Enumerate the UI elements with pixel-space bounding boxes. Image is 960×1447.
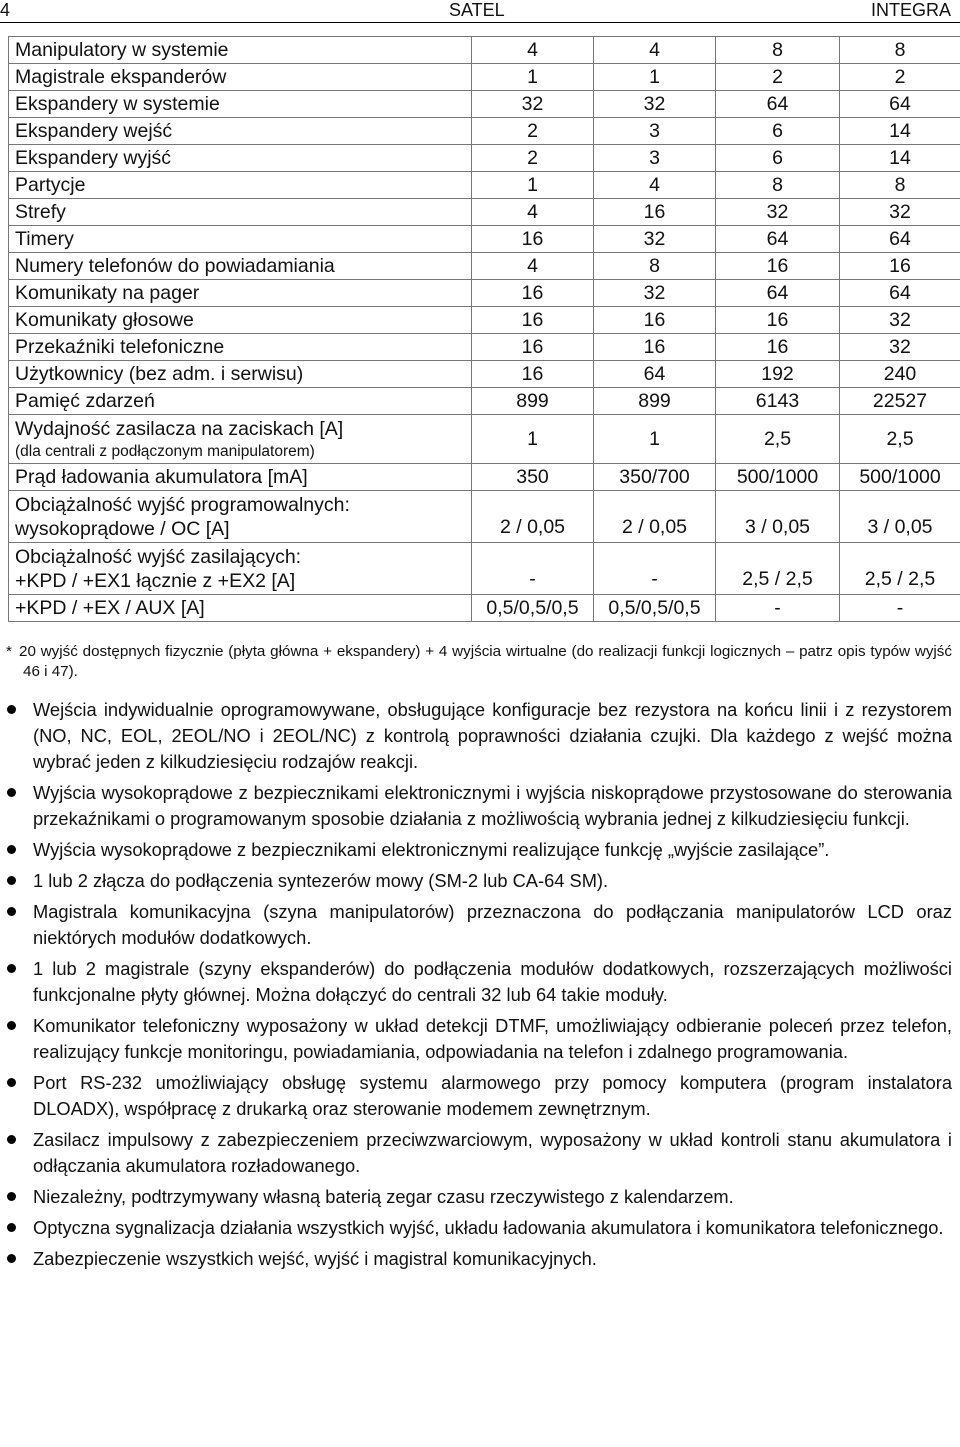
- row-label-text: Partycje: [15, 174, 86, 196]
- table-row: [9, 595, 960, 622]
- table-row: [9, 172, 960, 199]
- cell-value: 16: [472, 226, 594, 253]
- cell-value: 32: [840, 334, 960, 361]
- cell-value: 1: [472, 415, 594, 464]
- cell-value: 32: [594, 226, 716, 253]
- list-item-text: Port RS-232 umożliwiający obsługę systemu alarmowego przy pomocy komputera (program instalatora DLOADX), współpracę z drukarką oraz sterowanie modemem zewnętrznym.: [33, 1072, 952, 1119]
- table-row: [9, 64, 960, 91]
- cell-value: 16: [840, 253, 960, 280]
- row-label-text: Komunikaty głosowe: [15, 309, 194, 331]
- cell-value: 2,5 / 2,5: [840, 543, 960, 595]
- row-label-text: Strefy: [15, 201, 66, 223]
- cell-value: 16: [594, 199, 716, 226]
- list-item-text: Niezależny, podtrzymywany własną baterią zegar czasu rzeczywistego z kalendarzem.: [33, 1186, 734, 1207]
- list-item-text: 1 lub 2 magistrale (szyny ekspanderów) do podłączenia modułów dodatkowych, rozszerzających możliwości funkcjonalne płyty głównej. Można dołączyć do centrali 32 lub 64 takie moduły.: [33, 958, 952, 1005]
- cell-value: 6: [716, 145, 840, 172]
- list-item: [0, 1246, 952, 1272]
- cell-value: 6: [716, 118, 840, 145]
- bullet-dot-icon: [7, 1078, 16, 1087]
- row-label: [9, 64, 472, 91]
- cell-value: 1: [472, 172, 594, 199]
- cell-value: 3 / 0,05: [716, 491, 840, 543]
- table-row: [9, 491, 960, 543]
- cell-value: 2 / 0,05: [472, 491, 594, 543]
- cell-value: 64: [716, 280, 840, 307]
- row-label-text: Magistrale ekspanderów: [15, 66, 227, 88]
- row-label: [9, 388, 472, 415]
- table-row: [9, 226, 960, 253]
- row-label-text: Prąd ładowania akumulatora [mA]: [15, 466, 308, 488]
- row-label-text: Obciążalność wyjść programowalnych:: [15, 493, 350, 516]
- table-row: [9, 415, 960, 464]
- list-item-text: Optyczna sygnalizacja działania wszystkich wyjść, układu ładowania akumulatora i komunikatora telefonicznego.: [33, 1217, 944, 1238]
- row-label-text: Manipulatory w systemie: [15, 39, 229, 61]
- cell-value: 64: [594, 361, 716, 388]
- bullet-dot-icon: [7, 1192, 16, 1201]
- feature-list: [0, 697, 952, 1277]
- cell-value: 64: [716, 226, 840, 253]
- row-label-text: Ekspandery wejść: [15, 120, 173, 142]
- cell-value: 4: [594, 172, 716, 199]
- row-label: [9, 307, 472, 334]
- row-label: [9, 334, 472, 361]
- row-label: [9, 595, 472, 622]
- bullet-dot-icon: [7, 845, 16, 854]
- cell-value: 32: [840, 199, 960, 226]
- cell-value: -: [840, 595, 960, 622]
- list-item: [0, 780, 952, 832]
- list-item: [0, 697, 952, 775]
- row-label: [9, 199, 472, 226]
- row-label: [9, 253, 472, 280]
- list-item-text: Zabezpieczenie wszystkich wejść, wyjść i magistral komunikacyjnych.: [33, 1248, 597, 1269]
- cell-value: 350: [472, 464, 594, 491]
- cell-value: 16: [472, 307, 594, 334]
- row-label: [9, 280, 472, 307]
- table-row: [9, 280, 960, 307]
- cell-value: 32: [840, 307, 960, 334]
- row-sublabel: (dla centrali z podłączonym manipulatorem): [15, 443, 315, 460]
- row-label-text: Komunikaty na pager: [15, 282, 200, 304]
- row-label-text: Ekspandery w systemie: [15, 93, 220, 115]
- list-item: [0, 1013, 952, 1065]
- list-item-text: Zasilacz impulsowy z zabezpieczeniem przeciwzwarciowym, wyposażony w układ kontroli stanu akumulatora i odłączania akumulatora rozładowanego.: [33, 1129, 952, 1176]
- row-label: [9, 145, 472, 172]
- cell-value: 8: [840, 37, 960, 64]
- row-label-text: Obciążalność wyjść zasilających:: [15, 545, 302, 568]
- header-brand: SATEL: [449, 0, 505, 20]
- list-item-text: 1 lub 2 złącza do podłączenia syntezerów mowy (SM-2 lub CA-64 SM).: [33, 870, 609, 891]
- cell-value: 2: [840, 64, 960, 91]
- table-row: [9, 361, 960, 388]
- cell-value: 1: [472, 64, 594, 91]
- cell-value: 8: [716, 172, 840, 199]
- row-label: [9, 118, 472, 145]
- cell-value: 16: [594, 334, 716, 361]
- row-label-text: Ekspandery wyjść: [15, 147, 172, 169]
- cell-value: 500/1000: [840, 464, 960, 491]
- footnote-marker: *: [6, 643, 12, 660]
- row-label: [9, 491, 472, 543]
- cell-value: 3 / 0,05: [840, 491, 960, 543]
- list-item: [0, 1127, 952, 1179]
- bullet-dot-icon: [7, 1254, 16, 1263]
- list-item: [0, 837, 952, 863]
- row-label-text: Przekaźniki telefoniczne: [15, 336, 225, 358]
- cell-value: 32: [594, 280, 716, 307]
- cell-value: 2,5: [716, 415, 840, 464]
- bullet-dot-icon: [7, 1021, 16, 1030]
- cell-value: 16: [472, 361, 594, 388]
- bullet-dot-icon: [7, 1223, 16, 1232]
- list-item: [0, 1215, 952, 1241]
- cell-value: 4: [472, 199, 594, 226]
- cell-value: 16: [594, 307, 716, 334]
- cell-value: 2: [472, 118, 594, 145]
- cell-value: 16: [716, 253, 840, 280]
- table-row: [9, 388, 960, 415]
- cell-value: 899: [594, 388, 716, 415]
- cell-value: 16: [716, 307, 840, 334]
- cell-value: 64: [840, 226, 960, 253]
- cell-value: 240: [840, 361, 960, 388]
- row-label-line2: wysokoprądowe / OC [A]: [15, 517, 230, 540]
- bullet-dot-icon: [7, 705, 16, 714]
- cell-value: 2: [472, 145, 594, 172]
- table-row: [9, 307, 960, 334]
- table-row: [9, 543, 960, 595]
- cell-value: 4: [594, 37, 716, 64]
- cell-value: 192: [716, 361, 840, 388]
- page-header: [0, 0, 960, 23]
- list-item: [0, 956, 952, 1008]
- list-item-text: Wejścia indywidualnie oprogramowywane, obsługujące konfiguracje bez rezystora na końcu linii i z rezystorem (NO, NC, EOL, 2EOL/NO i 2EOL/NC) z kontrolą poprawności działania czujki. Dla każdego z wejść można wybrać jeden z kilkudziesięciu rodzajów reakcji.: [33, 699, 952, 772]
- row-label: [9, 226, 472, 253]
- row-label-text: Użytkownicy (bez adm. i serwisu): [15, 363, 304, 385]
- cell-value: 64: [840, 280, 960, 307]
- cell-value: 2 / 0,05: [594, 491, 716, 543]
- cell-value: 4: [472, 37, 594, 64]
- bullet-dot-icon: [7, 964, 16, 973]
- footnote-text: 20 wyjść dostępnych fizycznie (płyta główna + ekspandery) + 4 wyjścia wirtualne (do realizacji funkcji logicznych – patrz opis typów wyjść 46 i 47).: [19, 643, 952, 680]
- cell-value: 2,5 / 2,5: [716, 543, 840, 595]
- page-number: 4: [0, 0, 11, 20]
- cell-value: -: [716, 595, 840, 622]
- table-row: [9, 91, 960, 118]
- bullet-dot-icon: [7, 1135, 16, 1144]
- cell-value: 16: [472, 280, 594, 307]
- cell-value: -: [594, 543, 716, 595]
- cell-value: 2,5: [840, 415, 960, 464]
- bullet-dot-icon: [7, 876, 16, 885]
- cell-value: 1: [594, 415, 716, 464]
- row-label: [9, 37, 472, 64]
- table-row: [9, 253, 960, 280]
- row-label-text: Pamięć zdarzeń: [15, 390, 155, 412]
- list-item-text: Komunikator telefoniczny wyposażony w układ detekcji DTMF, umożliwiający odbieranie poleceń przez telefon, realizujący funkcje monitoringu, powiadamiania, odpowiadania na telefon i zdalnego programowania.: [33, 1015, 952, 1062]
- row-label-text: Wydajność zasilacza na zaciskach [A]: [15, 418, 344, 440]
- cell-value: 1: [594, 64, 716, 91]
- list-item-text: Wyjścia wysokoprądowe z bezpiecznikami elektronicznymi realizujące funkcję „wyjście zasilające”.: [33, 839, 830, 860]
- cell-value: 8: [716, 37, 840, 64]
- spec-table: [8, 36, 960, 622]
- cell-value: 32: [594, 91, 716, 118]
- cell-value: 2: [716, 64, 840, 91]
- cell-value: 0,5/0,5/0,5: [472, 595, 594, 622]
- cell-value: 8: [594, 253, 716, 280]
- list-item-text: Magistrala komunikacyjna (szyna manipulatorów) przeznaczona do podłączania manipulatorów LCD oraz niektórych modułów dodatkowych.: [33, 901, 952, 948]
- cell-value: 3: [594, 118, 716, 145]
- row-label-line2: +KPD / +EX1 łącznie z +EX2 [A]: [15, 569, 296, 592]
- cell-value: 500/1000: [716, 464, 840, 491]
- list-item: [0, 1184, 952, 1210]
- cell-value: 899: [472, 388, 594, 415]
- row-label: [9, 464, 472, 491]
- cell-value: 3: [594, 145, 716, 172]
- list-item-text: Wyjścia wysokoprądowe z bezpiecznikami elektronicznymi i wyjścia niskoprądowe przystosowane do sterowania przekaźnikami o programowanym sposobie działania z możliwością wybrania jednej z kilkudziesięciu funkcji.: [33, 782, 952, 829]
- cell-value: 32: [716, 199, 840, 226]
- table-row: [9, 334, 960, 361]
- cell-value: 350/700: [594, 464, 716, 491]
- cell-value: 64: [716, 91, 840, 118]
- cell-value: 8: [840, 172, 960, 199]
- table-row: [9, 199, 960, 226]
- cell-value: 32: [472, 91, 594, 118]
- row-label: [9, 172, 472, 199]
- cell-value: 14: [840, 145, 960, 172]
- cell-value: 14: [840, 118, 960, 145]
- table-row: [9, 118, 960, 145]
- cell-value: 4: [472, 253, 594, 280]
- bullet-dot-icon: [7, 788, 16, 797]
- table-row: [9, 37, 960, 64]
- row-label-text: Timery: [15, 228, 74, 250]
- header-product: INTEGRA: [870, 0, 951, 20]
- cell-value: 0,5/0,5/0,5: [594, 595, 716, 622]
- footnote: [6, 642, 952, 682]
- list-item: [0, 1070, 952, 1122]
- row-label-text: Numery telefonów do powiadamiania: [15, 255, 335, 277]
- cell-value: 6143: [716, 388, 840, 415]
- row-label: [9, 91, 472, 118]
- row-label: [9, 415, 472, 464]
- cell-value: 16: [716, 334, 840, 361]
- cell-value: 16: [472, 334, 594, 361]
- cell-value: 64: [840, 91, 960, 118]
- row-label: [9, 361, 472, 388]
- table-row: [9, 464, 960, 491]
- row-label-text: +KPD / +EX / AUX [A]: [15, 597, 205, 619]
- table-row: [9, 145, 960, 172]
- cell-value: -: [472, 543, 594, 595]
- list-item: [0, 899, 952, 951]
- bullet-dot-icon: [7, 907, 16, 916]
- cell-value: 22527: [840, 388, 960, 415]
- row-label: [9, 543, 472, 595]
- list-item: [0, 868, 952, 894]
